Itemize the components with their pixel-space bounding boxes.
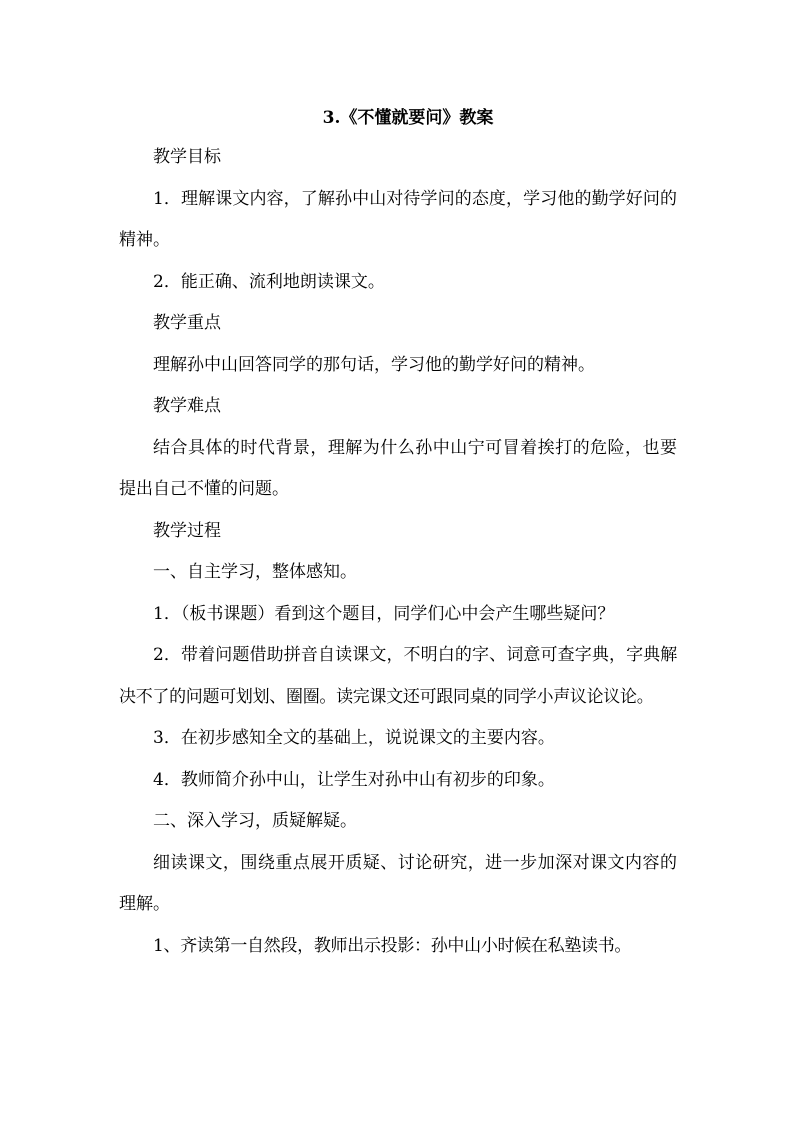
section-2-step-1: 1、齐读第一自然段，教师出示投影：孙中山小时候在私塾读书。 bbox=[153, 935, 632, 956]
process-step-1: 1．（板书课题）看到这个题目，同学们心中会产生哪些疑问？ bbox=[153, 603, 615, 624]
difficulty-text: 结合具体的时代背景，理解为什么孙中山宁可冒着挨打的危险，也要提出自己不懂的问题。 bbox=[119, 437, 677, 499]
section-heading-1: 一、自主学习，整体感知。 bbox=[153, 562, 357, 582]
process-step-4: 4．教师简介孙中山，让学生对孙中山有初步的印象。 bbox=[153, 769, 555, 790]
goal-item-2: 2．能正确、流利地朗读课文。 bbox=[153, 271, 385, 292]
heading-difficulties: 教学难点 bbox=[153, 396, 221, 416]
heading-key-points: 教学重点 bbox=[153, 313, 221, 333]
document-body bbox=[119, 100, 677, 967]
section-2-intro: 细读课文，围绕重点展开质疑、讨论研究，进一步加深对课文内容的理解。 bbox=[119, 852, 677, 914]
document-title: 3.《不懂就要问》教案 bbox=[322, 108, 494, 128]
process-step-2: 2．带着问题借助拼音自读课文，不明白的字、词意可查字典，字典解决不了的问题可划划、圈圈。读完课文还可跟同桌的同学小声议论议论。 bbox=[119, 645, 677, 707]
goal-item-1: 1．理解课文内容，了解孙中山对待学问的态度，学习他的勤学好问的精神。 bbox=[119, 188, 677, 250]
heading-teaching-goals: 教学目标 bbox=[153, 147, 221, 167]
process-step-3: 3．在初步感知全文的基础上，说说课文的主要内容。 bbox=[153, 728, 555, 748]
heading-teaching-process: 教学过程 bbox=[153, 520, 221, 541]
section-heading-2: 二、深入学习，质疑解疑。 bbox=[153, 811, 357, 831]
key-point-text: 理解孙中山回答同学的那句话，学习他的勤学好问的精神。 bbox=[153, 354, 595, 375]
